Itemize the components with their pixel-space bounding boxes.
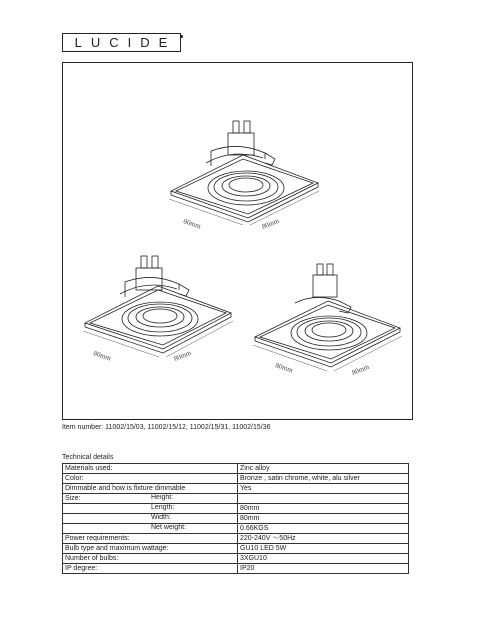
item-number: Item number: 11002/15/03, 11002/15/12, 11002/15/31, 11002/15/36	[62, 424, 271, 431]
table-row	[63, 524, 409, 534]
row-label-materials: Materials used:	[63, 464, 238, 474]
row-value-length: 80mm	[238, 504, 409, 514]
technical-details-title: Technical details	[62, 454, 114, 461]
product-drawing	[63, 63, 414, 421]
row-label-net-weight	[63, 524, 238, 534]
table-row	[63, 554, 409, 564]
fixture-top	[171, 121, 318, 222]
net-weight-label: Net weight:	[151, 524, 187, 531]
row-value-bulb: GU10 LED 5W	[238, 544, 409, 554]
dimension-label-1: 80mm	[182, 217, 202, 231]
size-label: Size:	[65, 494, 81, 502]
fixture-left	[85, 256, 231, 353]
row-label-ip: IP degree:	[63, 564, 238, 574]
row-label-width	[63, 514, 238, 524]
dimension-label-5: 80mm	[274, 361, 294, 375]
dimension-label-6: 80mm	[350, 362, 371, 377]
dimension-label-2: 80mm	[260, 216, 281, 231]
row-value-color: Bronze , satin chrome, white, alu silver	[238, 474, 409, 484]
row-label-bulbs-number: Number of bulbs:	[63, 554, 238, 564]
row-value-bulbs-number: 3XGU10	[238, 554, 409, 564]
row-label-power: Power requirements:	[63, 534, 238, 544]
height-label: Height:	[151, 494, 174, 501]
row-label-bulb: Bulb type and maximum wattage:	[63, 544, 238, 554]
row-value-width: 80mm	[238, 514, 409, 524]
table-row	[63, 514, 409, 524]
product-drawing-frame	[62, 62, 413, 420]
table-row	[63, 504, 409, 514]
row-value-net-weight: 0.66KGS	[238, 524, 409, 534]
table-row	[63, 484, 409, 494]
dimension-label-4: 80mm	[172, 348, 193, 363]
length-label: Length:	[151, 504, 175, 511]
dimension-label-3: 80mm	[92, 349, 112, 363]
table-row	[63, 564, 409, 574]
table-row	[63, 534, 409, 544]
table-row	[63, 474, 409, 484]
logo-dot-icon	[180, 35, 183, 38]
table-row	[63, 544, 409, 554]
row-value-height	[238, 494, 409, 504]
brand-logo-text: LUCIDE	[74, 35, 177, 50]
table-row	[63, 464, 409, 474]
row-value-power: 220-240V ～50Hz	[238, 534, 409, 544]
technical-details-table	[62, 463, 409, 574]
row-label-length	[63, 504, 238, 514]
row-label-color: Color:	[63, 474, 238, 484]
row-value-materials: Zinc alloy	[238, 464, 409, 474]
row-value-dimmable: Yes	[238, 484, 409, 494]
row-label-dimmable: Dimmable and how is fixture dimmable	[63, 484, 238, 494]
brand-logo	[62, 33, 181, 52]
row-label-size	[63, 494, 238, 504]
fixture-right	[255, 264, 400, 367]
table-row	[63, 494, 409, 504]
width-label: Width:	[151, 514, 171, 521]
row-value-ip: IP20	[238, 564, 409, 574]
